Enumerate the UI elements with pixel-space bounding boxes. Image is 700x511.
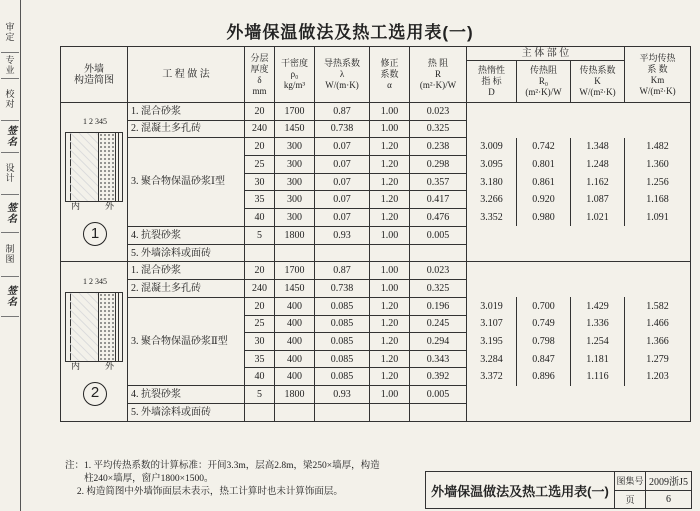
table-cell: 3.107 bbox=[467, 315, 517, 333]
table-cell: 0.920 bbox=[517, 191, 571, 209]
table-cell: 0.357 bbox=[410, 173, 467, 191]
table-cell: 30 bbox=[245, 333, 275, 351]
sidebar-cell bbox=[1, 194, 19, 233]
table-cell: 1450 bbox=[275, 120, 315, 138]
table-cell: 0.085 bbox=[315, 350, 370, 368]
table-cell: 0.085 bbox=[315, 297, 370, 315]
table-cell: 1800 bbox=[275, 386, 315, 404]
page-title: 外墙保温做法及热工选用表(一) bbox=[226, 23, 474, 42]
table-cell: 0.085 bbox=[315, 368, 370, 386]
outside-label: 外 bbox=[105, 360, 115, 371]
table-cell: 0.005 bbox=[410, 226, 467, 244]
table-cell: 1.279 bbox=[625, 350, 691, 368]
table-row bbox=[61, 262, 691, 280]
table-cell: 1700 bbox=[275, 262, 315, 280]
table-cell bbox=[275, 244, 315, 262]
header-density: 干密度 ρ₀ kg/m³ bbox=[275, 47, 315, 103]
table-cell: 25 bbox=[245, 156, 275, 174]
table-cell: 1.00 bbox=[370, 120, 410, 138]
table-cell: 3.284 bbox=[467, 350, 517, 368]
table-cell: 3.195 bbox=[467, 333, 517, 351]
table-cell: 30 bbox=[245, 173, 275, 191]
header-main-part: 主 体 部 位 bbox=[467, 47, 625, 61]
table-cell: 2. 混凝土多孔砖 bbox=[128, 120, 245, 138]
note-line: 2. 构造简图中外墙饰面层未表示，热工计算时也未计算饰面层。 bbox=[65, 487, 343, 497]
table-cell: 0.87 bbox=[315, 262, 370, 280]
table-cell: 4. 抗裂砂浆 bbox=[128, 226, 245, 244]
table-cell: 1.20 bbox=[370, 333, 410, 351]
table-cell: 0.294 bbox=[410, 333, 467, 351]
table-cell: 1.20 bbox=[370, 156, 410, 174]
table-cell: 0.700 bbox=[517, 297, 571, 315]
note-line: 注：1. 平均传热系数的计算标准：开间3.3m，层高2.8m，梁250×墙厚，构造 bbox=[65, 461, 380, 471]
notes bbox=[65, 460, 415, 499]
table-cell: 1.466 bbox=[625, 315, 691, 333]
option-number-badge: 2 bbox=[83, 382, 107, 406]
table-cell: 20 bbox=[245, 138, 275, 156]
sidebar-cell bbox=[1, 152, 19, 195]
sidebar-cell bbox=[1, 78, 19, 121]
table-cell: 1.091 bbox=[625, 209, 691, 227]
table-cell bbox=[467, 103, 691, 138]
table-cell: 1.254 bbox=[571, 333, 625, 351]
table-cell: 0.417 bbox=[410, 191, 467, 209]
table-cell: 400 bbox=[275, 297, 315, 315]
table-cell: 0.392 bbox=[410, 368, 467, 386]
sidebar-label: 签名 bbox=[4, 125, 16, 147]
atlas-label: 图集号 bbox=[615, 472, 646, 490]
table-cell: 0.07 bbox=[315, 191, 370, 209]
table-cell bbox=[467, 386, 691, 422]
table-cell: 35 bbox=[245, 191, 275, 209]
table-cell: 35 bbox=[245, 350, 275, 368]
table-cell: 0.476 bbox=[410, 209, 467, 227]
inside-label: 内 bbox=[71, 360, 81, 371]
table-cell: 3.266 bbox=[467, 191, 517, 209]
table-cell: 1.20 bbox=[370, 173, 410, 191]
table-cell: 1.20 bbox=[370, 297, 410, 315]
sidebar-label: 审定 bbox=[4, 22, 15, 42]
table-row bbox=[61, 386, 691, 404]
table-cell: 1.248 bbox=[571, 156, 625, 174]
table-cell: 1.162 bbox=[571, 173, 625, 191]
outside-label: 外 bbox=[105, 201, 115, 212]
table-cell: 240 bbox=[245, 120, 275, 138]
table-cell: 300 bbox=[275, 191, 315, 209]
table-cell: 0.023 bbox=[410, 262, 467, 280]
table-cell: 0.847 bbox=[517, 350, 571, 368]
note-line: 柱240×墙厚，窗户1800×1500。 bbox=[65, 474, 214, 484]
table-cell: 300 bbox=[275, 209, 315, 227]
header-conductivity: 导热系数 λ W/(m·K) bbox=[315, 47, 370, 103]
table-row bbox=[61, 226, 691, 244]
table-cell: 40 bbox=[245, 209, 275, 227]
sidebar-label: 设计 bbox=[4, 163, 15, 183]
table-cell: 25 bbox=[245, 315, 275, 333]
table-row bbox=[61, 103, 691, 121]
table-cell: 3. 聚合物保温砂浆Ⅱ型 bbox=[128, 297, 245, 385]
table-cell: 1. 混合砂浆 bbox=[128, 103, 245, 121]
table-cell: 1.00 bbox=[370, 103, 410, 121]
table-cell bbox=[245, 244, 275, 262]
sidebar-cell bbox=[1, 120, 19, 153]
wall-diagram bbox=[61, 262, 128, 421]
table-cell: 20 bbox=[245, 297, 275, 315]
table-cell bbox=[467, 226, 691, 262]
inside-label: 内 bbox=[71, 201, 81, 212]
table-cell: 1.20 bbox=[370, 350, 410, 368]
table-cell: 1.366 bbox=[625, 333, 691, 351]
sidebar-label: 签名 bbox=[4, 285, 16, 307]
wall-section-icon bbox=[65, 292, 123, 362]
table-cell: 5. 外墙涂料或面砖 bbox=[128, 244, 245, 262]
table-cell: 0.980 bbox=[517, 209, 571, 227]
table-cell bbox=[245, 404, 275, 422]
table-cell: 0.005 bbox=[410, 386, 467, 404]
layer-numbers: 1 2 345 bbox=[83, 117, 107, 127]
title-block-name: 外墙保温做法及热工选用表(一) bbox=[426, 472, 615, 508]
table-cell: 0.085 bbox=[315, 315, 370, 333]
table-cell: 1.00 bbox=[370, 279, 410, 297]
table-cell bbox=[275, 404, 315, 422]
table-cell: 1.00 bbox=[370, 386, 410, 404]
table-cell: 300 bbox=[275, 156, 315, 174]
table-cell: 0.238 bbox=[410, 138, 467, 156]
table-cell: 0.07 bbox=[315, 138, 370, 156]
table-cell: 1. 混合砂浆 bbox=[128, 262, 245, 280]
table-cell: 40 bbox=[245, 368, 275, 386]
table-cell: 0.023 bbox=[410, 103, 467, 121]
table-cell: 0.07 bbox=[315, 173, 370, 191]
table-cell: 0.896 bbox=[517, 368, 571, 386]
header-inertia: 热惰性 指 标 D bbox=[467, 61, 517, 103]
table-cell: 400 bbox=[275, 350, 315, 368]
table-cell: 1.181 bbox=[571, 350, 625, 368]
option-number-badge: 1 bbox=[83, 222, 107, 246]
header-heat-res: 传热阻 R₀ (m²·K)/W bbox=[517, 61, 571, 103]
table-cell: 1.20 bbox=[370, 191, 410, 209]
header-method: 工 程 做 法 bbox=[128, 47, 245, 103]
table-cell bbox=[410, 244, 467, 262]
table-cell: 1700 bbox=[275, 103, 315, 121]
thermal-table bbox=[60, 46, 691, 422]
table-cell: 0.749 bbox=[517, 315, 571, 333]
page-label: 页 bbox=[615, 491, 646, 509]
header-resistance: 热 阻 R (m²·K)/W bbox=[410, 47, 467, 103]
table-row bbox=[61, 138, 691, 156]
table-row bbox=[61, 297, 691, 315]
table-cell: 20 bbox=[245, 103, 275, 121]
table-cell: 0.798 bbox=[517, 333, 571, 351]
table-cell: 400 bbox=[275, 368, 315, 386]
table-cell: 300 bbox=[275, 173, 315, 191]
table-cell: 1.203 bbox=[625, 368, 691, 386]
table-cell: 5 bbox=[245, 226, 275, 244]
table-cell: 1.360 bbox=[625, 156, 691, 174]
header-heat-coef: 传热系数 K W/(m²·K) bbox=[571, 61, 625, 103]
table-cell: 0.861 bbox=[517, 173, 571, 191]
table-cell: 0.085 bbox=[315, 333, 370, 351]
table-cell: 1.348 bbox=[571, 138, 625, 156]
table-cell: 400 bbox=[275, 333, 315, 351]
table-cell: 0.343 bbox=[410, 350, 467, 368]
table-cell: 1.20 bbox=[370, 138, 410, 156]
table-cell: 3.180 bbox=[467, 173, 517, 191]
sidebar-cell bbox=[1, 276, 19, 317]
sidebar-cell bbox=[1, 12, 19, 53]
table-cell: 0.07 bbox=[315, 156, 370, 174]
table-cell: 0.742 bbox=[517, 138, 571, 156]
table-cell: 3.019 bbox=[467, 297, 517, 315]
table-cell: 3.009 bbox=[467, 138, 517, 156]
wall-diagram bbox=[61, 103, 128, 262]
table-cell: 1.00 bbox=[370, 226, 410, 244]
table-cell: 0.07 bbox=[315, 209, 370, 227]
table-cell: 1450 bbox=[275, 279, 315, 297]
table-cell: 1.168 bbox=[625, 191, 691, 209]
table-cell: 0.738 bbox=[315, 120, 370, 138]
table-cell: 0.325 bbox=[410, 279, 467, 297]
table-cell: 1.582 bbox=[625, 297, 691, 315]
table-cell bbox=[467, 262, 691, 297]
table-cell: 20 bbox=[245, 262, 275, 280]
table-cell: 1.087 bbox=[571, 191, 625, 209]
table-cell: 1.20 bbox=[370, 315, 410, 333]
signature-sidebar bbox=[0, 0, 21, 511]
sidebar-cell bbox=[1, 232, 19, 277]
table-cell bbox=[410, 404, 467, 422]
table-cell bbox=[315, 404, 370, 422]
table-cell: 5 bbox=[245, 386, 275, 404]
table-cell: 0.325 bbox=[410, 120, 467, 138]
table-cell: 0.738 bbox=[315, 279, 370, 297]
table-cell: 5. 外墙涂料或面砖 bbox=[128, 404, 245, 422]
table-cell: 1800 bbox=[275, 226, 315, 244]
table-cell bbox=[370, 404, 410, 422]
table-cell: 3. 聚合物保温砂浆Ⅰ型 bbox=[128, 138, 245, 226]
table-cell: 400 bbox=[275, 315, 315, 333]
atlas-number: 2009浙J5 bbox=[649, 477, 688, 489]
table-cell bbox=[315, 244, 370, 262]
table-cell: 0.298 bbox=[410, 156, 467, 174]
header-diagram: 外墙 构造简图 bbox=[61, 47, 128, 103]
table-cell: 240 bbox=[245, 279, 275, 297]
header-avg-coef: 平均传热 系 数 Km W/(m²·K) bbox=[625, 47, 691, 103]
layer-numbers: 1 2 345 bbox=[83, 276, 107, 286]
sidebar-label: 专业 bbox=[4, 55, 15, 75]
table-cell: 0.93 bbox=[315, 226, 370, 244]
table-cell: 3.372 bbox=[467, 368, 517, 386]
table-cell: 1.021 bbox=[571, 209, 625, 227]
table-cell: 300 bbox=[275, 138, 315, 156]
table-cell: 1.482 bbox=[625, 138, 691, 156]
sidebar-cell bbox=[1, 52, 19, 79]
header-correction: 修正 系数 α bbox=[370, 47, 410, 103]
table-cell: 1.20 bbox=[370, 368, 410, 386]
sidebar-label: 制图 bbox=[4, 244, 15, 264]
table-cell: 0.245 bbox=[410, 315, 467, 333]
table-cell: 0.93 bbox=[315, 386, 370, 404]
table-cell: 4. 抗裂砂浆 bbox=[128, 386, 245, 404]
title-block bbox=[425, 471, 692, 509]
table-cell: 1.20 bbox=[370, 209, 410, 227]
table-cell: 0.87 bbox=[315, 103, 370, 121]
table-cell: 1.256 bbox=[625, 173, 691, 191]
table-cell: 3.352 bbox=[467, 209, 517, 227]
sidebar-label: 签名 bbox=[4, 202, 16, 224]
wall-section-icon bbox=[65, 132, 123, 202]
table-cell bbox=[370, 244, 410, 262]
page-number: 6 bbox=[666, 493, 671, 505]
table-cell: 1.00 bbox=[370, 262, 410, 280]
header-thickness: 分层 厚度 δ mm bbox=[245, 47, 275, 103]
sidebar-label: 校对 bbox=[4, 89, 15, 109]
table-cell: 0.801 bbox=[517, 156, 571, 174]
table-cell: 3.095 bbox=[467, 156, 517, 174]
table-cell: 1.336 bbox=[571, 315, 625, 333]
table-cell: 0.196 bbox=[410, 297, 467, 315]
table-cell: 1.116 bbox=[571, 368, 625, 386]
table-cell: 2. 混凝土多孔砖 bbox=[128, 279, 245, 297]
table-cell: 1.429 bbox=[571, 297, 625, 315]
